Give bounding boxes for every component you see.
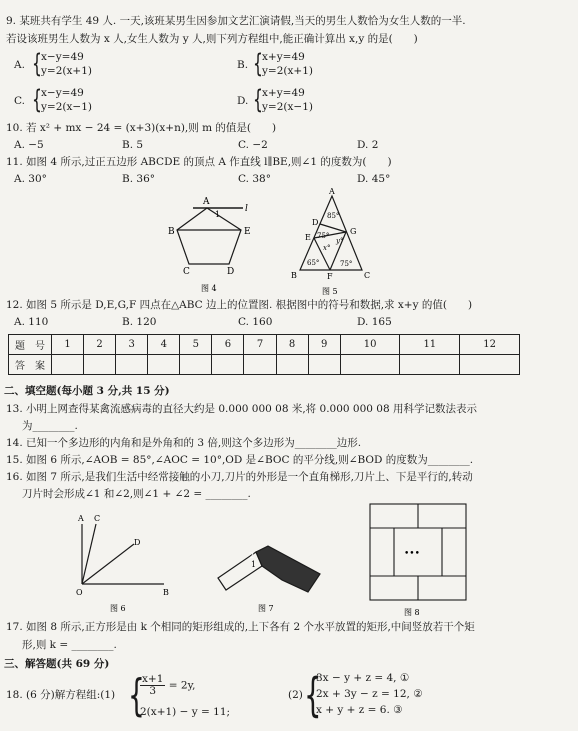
q9-option-b[interactable]: B. <box>237 59 249 71</box>
segment-dg <box>320 224 346 232</box>
q17-line-1: 17. 如图 8 所示,正方形是由 k 个相同的矩形组成的,上下各有 2 个水平放置的矩形,中间竖放若干个矩 <box>6 621 475 633</box>
fig7-label-2: 2 <box>249 551 255 560</box>
answer-cell[interactable] <box>400 355 460 375</box>
answer-table-head-number: 题 号 <box>9 335 52 355</box>
fig5-label-f: F <box>327 272 333 281</box>
q12-option-b[interactable]: B. 120 <box>122 316 157 328</box>
answer-cell[interactable] <box>276 355 308 375</box>
section-2-title: 二、填空题(每小题 3 分,共 15 分) <box>4 385 170 397</box>
answer-cell[interactable] <box>84 355 116 375</box>
q9-c-system: { x−y=49 y=2(x−1) <box>32 85 93 115</box>
fig4-label-d: D <box>227 267 235 277</box>
fig4-caption: 图 4 <box>201 284 217 293</box>
fig7-caption: 图 7 <box>258 604 274 613</box>
answer-cell[interactable] <box>212 355 244 375</box>
figure-7-knife <box>212 536 326 614</box>
q9-a-system: { x−y=49 y=2(x+1) <box>32 49 93 79</box>
q11-option-a[interactable]: A. 30° <box>14 173 47 185</box>
fig5-label-d: D <box>312 218 319 227</box>
answer-number: 3 <box>116 335 148 355</box>
q18-intro: 18. (6 分)解方程组:(1) <box>6 689 116 701</box>
fig6-label-a: A <box>78 514 84 523</box>
q10-option-c[interactable]: C. −2 <box>238 139 268 151</box>
q12-option-d[interactable]: D. 165 <box>357 316 392 328</box>
q9-option-c[interactable]: C. <box>14 95 25 107</box>
q18-system-2: { 3x − y + z = 4, ① 2x + 3y − z = 12, ② x + y + z = 6. ③ <box>304 668 423 722</box>
fig6-caption: 图 6 <box>110 604 126 613</box>
fig4-label-e: E <box>244 227 251 237</box>
q10-stem: 10. 若 x² + mx − 24 = (x+3)(x+n),则 m 的值是( ) <box>6 122 277 134</box>
fig5-angle-y: y° <box>336 237 344 245</box>
fig8-dots: ••• <box>404 549 420 559</box>
q12-stem: 12. 如图 5 所示是 D,E,G,F 四点在△ABC 边上的位置图. 根据图中的符号和数据,求 x+y 的值( ) <box>6 299 473 311</box>
answer-number: 7 <box>244 335 276 355</box>
q9-stem-2: 若设该班男生人数为 x 人,女生人数为 y 人,则下列方程组中,能正确计算出 x,y 的是( ) <box>6 33 418 45</box>
answer-table-answer-row <box>9 355 520 375</box>
fig5-angle-x: x° <box>323 244 331 252</box>
q10-option-b[interactable]: B. 5 <box>122 139 144 151</box>
answer-number: 4 <box>148 335 180 355</box>
fig5-label-c: C <box>364 271 371 280</box>
fig4-label-a: A <box>203 197 210 207</box>
q18-part-2-label: (2) <box>288 689 303 701</box>
fig6-label-o: O <box>76 588 83 597</box>
pentagon-shape <box>177 208 241 264</box>
q9-option-d[interactable]: D. <box>237 95 249 107</box>
fig5-caption: 图 5 <box>322 287 338 296</box>
figure-4-pentagon <box>165 192 265 296</box>
fig5-label-g: G <box>350 227 357 236</box>
answer-number: 5 <box>180 335 212 355</box>
answer-number: 9 <box>308 335 340 355</box>
q13-line-2: 为________. <box>22 420 78 432</box>
answer-cell[interactable] <box>116 355 148 375</box>
q9-d-system: { x+y=49 y=2(x−1) <box>253 85 314 115</box>
figure-5-triangle <box>290 188 374 298</box>
answer-table-number-row <box>9 335 520 355</box>
fig5-angle-75: 75° <box>317 232 330 240</box>
q9-b-system: { x+y=49 y=2(x+1) <box>253 49 314 79</box>
q12-option-a[interactable]: A. 110 <box>14 316 49 328</box>
answer-number: 6 <box>212 335 244 355</box>
knife-blade <box>218 552 262 590</box>
fig5-label-a: A <box>329 188 335 196</box>
q9-stem: 9. 某班共有学生 49 人. 一天,该班某男生因参加文艺汇演请假,当天的男生人数恰为女生人数的一半. <box>6 15 466 27</box>
answer-number: 2 <box>84 335 116 355</box>
answer-cell[interactable] <box>308 355 340 375</box>
answer-number: 12 <box>460 335 520 355</box>
knife-handle <box>256 546 320 592</box>
q10-option-a[interactable]: A. −5 <box>14 139 44 151</box>
fig6-label-c: C <box>94 514 101 523</box>
answer-table-head-answer: 答 案 <box>9 355 52 375</box>
fig5-angle-85: 85° <box>327 212 340 220</box>
q11-option-d[interactable]: D. 45° <box>357 173 391 185</box>
fig4-label-b: B <box>168 227 175 237</box>
fig4-label-1: 1 <box>215 210 221 219</box>
answer-cell[interactable] <box>340 355 400 375</box>
q13-line-1: 13. 小明上网查得某禽流感病毒的直径大约是 0.000 000 08 米,将 0.000 000 08 用科学记数法表示 <box>6 403 477 415</box>
answer-number: 10 <box>340 335 400 355</box>
fig6-label-b: B <box>163 588 169 597</box>
answer-number: 11 <box>400 335 460 355</box>
fig6-label-d: D <box>134 538 141 547</box>
q15-text: 15. 如图 6 所示,∠AOB = 85°,∠AOC = 10°,OD 是∠BOC 的平分线,则∠BOD 的度数为________. <box>6 454 474 466</box>
figure-8-square <box>368 500 476 618</box>
answer-cell[interactable] <box>180 355 212 375</box>
fig4-label-l: l <box>245 204 248 214</box>
q17-line-2: 形,则 k = ________. <box>22 639 117 651</box>
q16-line-1: 16. 如图 7 所示,是我们生活中经常接触的小刀,刀片的外形是一个直角梯形,刀片上、下是平行的,转动 <box>6 471 473 483</box>
answer-cell[interactable] <box>52 355 84 375</box>
figure-6-angles <box>62 510 174 614</box>
fig5-label-e: E <box>305 233 311 242</box>
q16-line-2: 刀片时会形成∠1 和∠2,则∠1 + ∠2 = ________. <box>22 488 251 500</box>
answer-number: 1 <box>52 335 84 355</box>
fig4-label-c: C <box>183 267 190 277</box>
q11-stem: 11. 如图 4 所示,过正五边形 ABCDE 的顶点 A 作直线 l∥BE,则∠1 的度数为( ) <box>6 156 392 168</box>
q14-text: 14. 已知一个多边形的内角和是外角和的 3 倍,则这个多边形为________边形. <box>6 437 362 449</box>
answer-table <box>8 334 520 375</box>
fig8-caption: 图 8 <box>404 608 420 617</box>
answer-number: 8 <box>276 335 308 355</box>
fig7-label-1: 1 <box>251 560 257 569</box>
q18-system-1: { $\frac{x+1}{3}$ = 2y, 2(x+1) − y = 11; <box>128 670 231 721</box>
answer-cell[interactable] <box>148 355 180 375</box>
answer-cell[interactable] <box>244 355 276 375</box>
section-3-title: 三、解答题(共 69 分) <box>4 658 110 670</box>
fig5-angle-75b: 75° <box>340 260 353 268</box>
q9-option-a[interactable]: A. <box>14 59 25 71</box>
q11-option-b[interactable]: B. 36° <box>122 173 156 185</box>
fig5-angle-65: 65° <box>307 259 320 267</box>
q18-fraction: $\frac{x+1}{3}$ <box>142 673 164 697</box>
q11-option-c[interactable]: C. 38° <box>238 173 271 185</box>
answer-cell[interactable] <box>460 355 520 375</box>
fig5-label-b: B <box>291 271 297 280</box>
q10-option-d[interactable]: D. 2 <box>357 139 379 151</box>
q12-option-c[interactable]: C. 160 <box>238 316 273 328</box>
